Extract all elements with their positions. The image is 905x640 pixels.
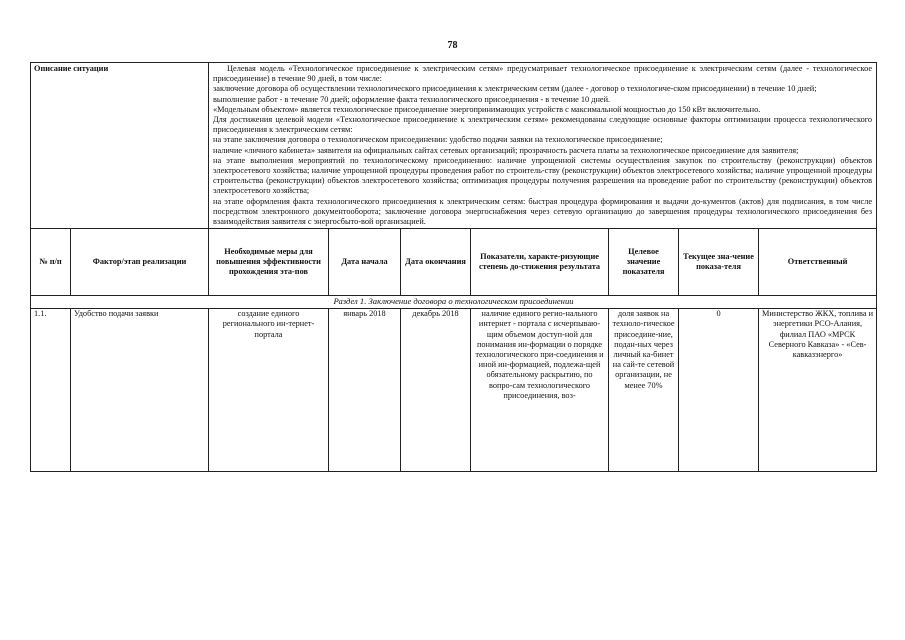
col-header-start: Дата начала	[329, 229, 401, 296]
situation-paragraph: заключение договора об осуществлении технологического присоединения к электрическим сетям (далее - договор о технологиче-ском присоединении) в течение 10 дней;	[213, 84, 817, 94]
measures-table	[30, 62, 877, 472]
row-target: доля заявок на техноло-гическое присоедине-ние, подан-ных через личный ка-бинет на сай-те сетевой организации, не менее 70%	[609, 309, 679, 472]
situation-paragraph: Целевая модель «Технологическое присоединение к электрическим сетям» предусматривает технологическое присоединение к электрическим сетям (далее - технологическое присоединение) в течение 90 дней, в том числе:	[213, 64, 873, 84]
situation-paragraph: Для достижения целевой модели «Технологическое присоединение к электрическим сетям» рекомендованы следующие основные факторы оптимизации процесса технологического присоединения к электрическим сетям:	[213, 115, 873, 135]
col-header-factor: Фактор/этап реализации	[71, 229, 209, 296]
situation-paragraph: наличие «личного кабинета» заявителя на официальных сайтах сетевых организаций; прозрачность расчета платы за технологическое присоединение для заявителя;	[213, 145, 799, 155]
situation-paragraph: выполнение работ - в течение 70 дней; оформление факта технологического присоединения - в течение 10 дней.	[213, 94, 611, 104]
col-header-measures: Необходимые меры для повышения эффективности прохождения эта-пов	[209, 229, 329, 296]
section-title: Раздел 1. Заключение договора о технологическом присоединении	[31, 296, 877, 309]
table-row	[31, 309, 877, 472]
row-start: январь 2018	[329, 309, 401, 472]
col-header-num: № п/п	[31, 229, 71, 296]
col-header-end: Дата окончания	[401, 229, 471, 296]
situation-paragraph: на этапе заключения договора о технологическом присоединении: удобство подачи заявки на технологическое присоединение;	[213, 135, 663, 145]
header-row	[31, 229, 877, 296]
row-factor: Удобство подачи заявки	[71, 309, 209, 472]
situation-paragraph: на этапе выполнения мероприятий по технологическому присоединению: наличие упрощенной системы осуществления закупок по строительству (реконструкции) объектов электросетевого хозяйства; наличие упрощенной процедуры проведения работ по строитель-ству (реконструкции) объектов электросетевого хозяйства; наличие упрощенной процедуры строительства (реконструкции) объектов электросетевого хозяйства; оптимизация процедуры получения разрешения на проведение работ по строительству (реконструкции) объектов электросетевого хозяйства;	[213, 155, 873, 196]
col-header-target: Целевое значение показателя	[609, 229, 679, 296]
row-num: 1.1.	[31, 309, 71, 472]
situation-paragraph: на этапе оформления факта технологического присоединения к электрическим сетям: быстрая процедура формирования и выдачи до-кументов (актов) для подписания, в том числе посредством электронного документооборота; заключение договора энергоснабжения через сетевую организацию до завершения процедуры технологического присоединения без взаимодействия заявителя с энергосбыто-вой организацией.	[213, 196, 873, 227]
page-number: 78	[447, 40, 458, 51]
situation-label: Описание ситуации	[31, 63, 209, 229]
col-header-current: Текущее зна-чение показа-теля	[679, 229, 759, 296]
situation-row	[31, 63, 877, 229]
situation-paragraph: «Модельным объектом» является технологическое присоединение энергопринимающих устройств с максимальной мощностью до 150 кВт включительно.	[213, 104, 761, 114]
row-indicators: наличие единого регио-нального интернет - портала с исчерпываю-щим объемом доступ-ной для понимания ин-формации о порядке технологического при-соединения и иной ин-формацией, подлежа-щей обязательному раскрытию, по вопро-сам технологического присоединения, воз-	[471, 309, 609, 472]
row-end: декабрь 2018	[401, 309, 471, 472]
row-responsible: Министерство ЖКХ, топлива и энергетики РСО-Алания, филиал ПАО «МРСК Северного Кавказа» - «Сев-кавказэнерго»	[759, 309, 877, 472]
section-row	[31, 296, 877, 309]
situation-description	[209, 63, 877, 229]
row-measures: создание единого регионального ин-тернет-портала	[209, 309, 329, 472]
col-header-responsible: Ответственный	[759, 229, 877, 296]
col-header-indicators: Показатели, характе-ризующие степень до-стижения результата	[471, 229, 609, 296]
row-current: 0	[679, 309, 759, 472]
